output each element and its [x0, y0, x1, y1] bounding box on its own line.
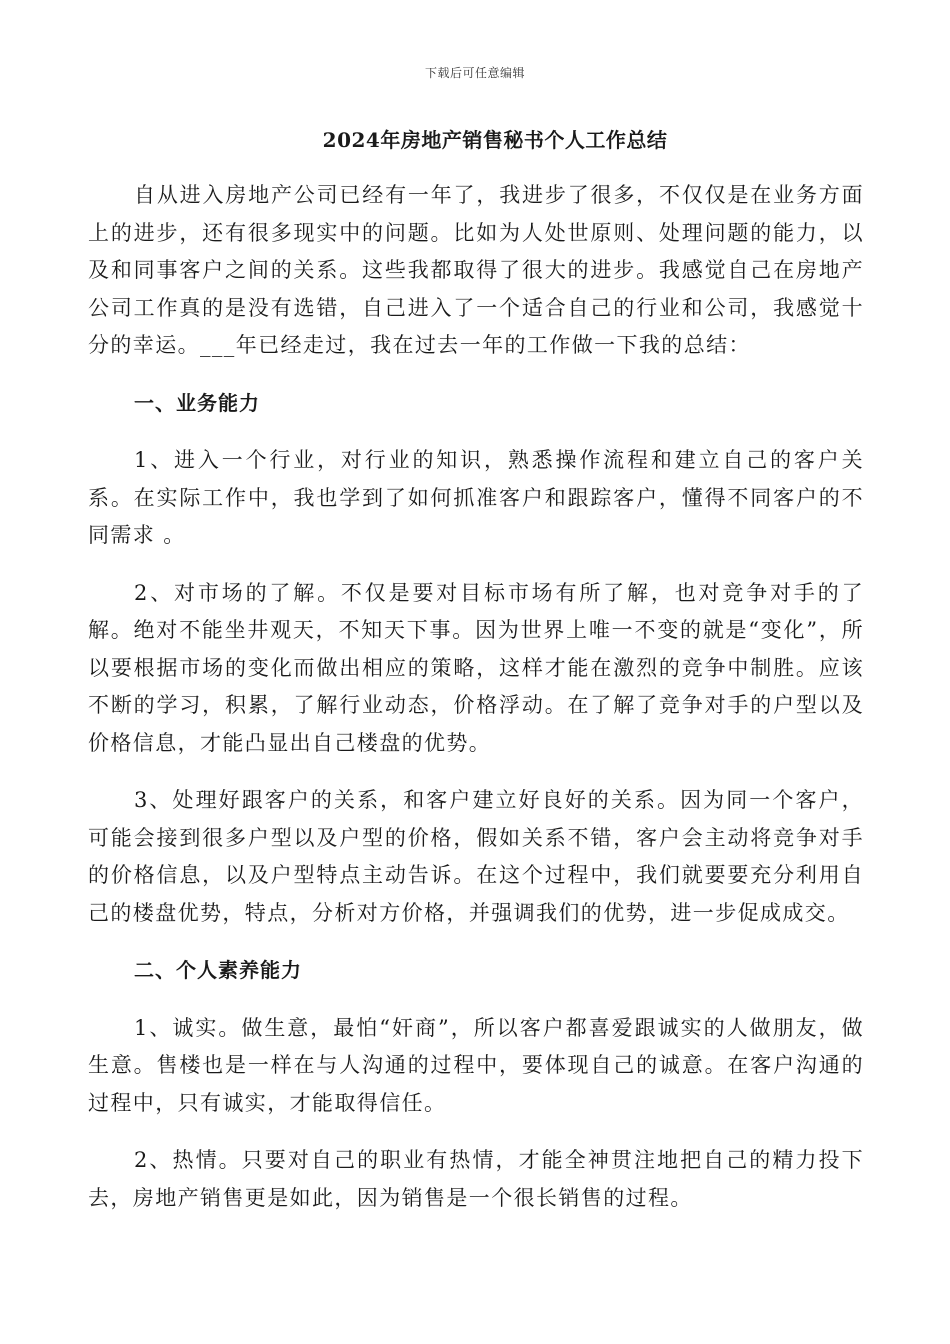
section-heading-personal: 二、个人素养能力	[134, 958, 302, 982]
business-item-3: 3、处理好跟客户的关系，和客户建立好良好的关系。因为同一个客户，可能会接到很多户型以及户型的价格，假如关系不错，客户会主动将竞争对手的价格信息，以及户型特点主动告诉。在这个过程中，我们就要要充分利用自己的楼盘优势，特点，分析对方价格，并强调我们的优势，进一步促成成交。	[88, 788, 864, 925]
personal-item-1: 1、诚实。做生意，最怕“奸商”，所以客户都喜爱跟诚实的人做朋友，做生意。售楼也是一样在与人沟通的过程中，要体现自己的诚意。在客户沟通的过程中，只有诚实，才能取得信任。	[88, 1015, 864, 1115]
header-note: 下载后可任意编辑	[424, 66, 525, 80]
document-body	[88, 177, 864, 1217]
business-item-1: 1、进入一个行业，对行业的知识，熟悉操作流程和建立自己的客户关系。在实际工作中，我也学到了如何抓准客户和跟踪客户，懂得不同客户的不同需求 。	[88, 448, 864, 547]
business-item-2: 2、对市场的了解。不仅是要对目标市场有所了解，也对竞争对手的了解。绝对不能坐井观天，不知天下事。因为世界上唯一不变的就是“变化”，所以要根据市场的变化而做出相应的策略，这样才能在激烈的竞争中制胜。应该不断的学习，积累，了解行业动态，价格浮动。在了解了竞争对手的户型以及价格信息，才能凸显出自己楼盘的优势。	[88, 580, 864, 755]
section-heading-business: 一、业务能力	[134, 390, 260, 415]
document-title: 2024年房地产销售秘书个人工作总结	[322, 128, 668, 152]
intro-paragraph: 自从进入房地产公司已经有一年了，我进步了很多，不仅仅是在业务方面上的进步，还有很多现实中的问题。比如为人处世原则、处理问题的能力，以及和同事客户之间的关系。这些我都取得了很大的进步。我感觉自己在房地产公司工作真的是没有选错，自己进入了一个适合自己的行业和公司，我感觉十分的幸运。___年已经走过，我在过去一年的工作做一下我的总结：	[88, 183, 864, 357]
personal-item-2: 2、热情。只要对自己的职业有热情，才能全神贯注地把自己的精力投下去，房地产销售更是如此，因为销售是一个很长销售的过程。	[88, 1148, 864, 1210]
